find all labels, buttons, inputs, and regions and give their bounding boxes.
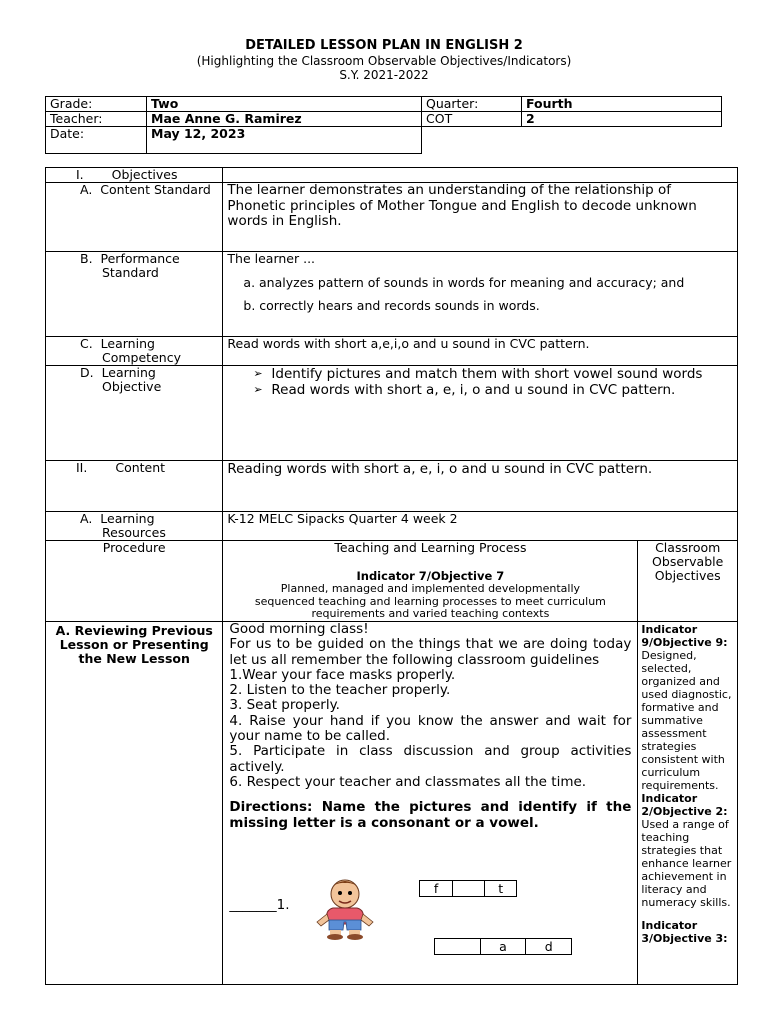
document-title: DETAILED LESSON PLAN IN ENGLISH 2 [245, 38, 523, 53]
step-a-label: A. Reviewing Previous Lesson or Presenting the New Lesson [46, 622, 223, 985]
grade-value: Two [147, 97, 422, 112]
indicator-9-title: Indicator 9/Objective 9: [641, 623, 728, 649]
indicator-3-title: Indicator 3/Objective 3: [641, 919, 728, 945]
word-1-boxes: f t [419, 880, 517, 897]
indicator-2-title: Indicator 2/Objective 2: [641, 792, 728, 818]
date-label: Date: [46, 127, 147, 154]
observable-objectives-header: Classroom Observable Objectives [638, 541, 738, 622]
learning-objective-text [223, 366, 738, 461]
school-year: S.Y. 2021-2022 [339, 68, 429, 82]
indicator-9-desc: Designed, selected, organized and used diagnostic, formative and summative assessment strategies consistent with curriculum requirements. [641, 649, 732, 792]
grade-label: Grade: [46, 97, 147, 112]
quarter-label: Quarter: [422, 97, 522, 112]
indicator-2-desc: Used a range of teaching strategies that enhance learner achievement in literacy and numeracy skills. [641, 818, 732, 909]
content-standard-label: A. Content Standard [46, 183, 223, 252]
learning-resources-label: A. Learning Resources [46, 512, 223, 541]
greeting: Good morning class! [229, 621, 369, 637]
rule-item: 5. Participate in class discussion and group activities actively. [229, 743, 632, 775]
teacher-label: Teacher: [46, 112, 147, 127]
cot-value: 2 [522, 112, 722, 127]
learning-competency-text: Read words with short a,e,i,o and u sound in CVC pattern. [223, 337, 738, 366]
step-a-content [223, 622, 638, 985]
indicator-7-desc: Planned, managed and implemented developmentally sequenced teaching and learning processes to meet curriculum requirements and varied teaching contexts [254, 582, 606, 620]
performance-standard-label: B. Performance Standard [46, 252, 223, 337]
teacher-value: Mae Anne G. Ramirez [147, 112, 422, 127]
observable-objectives-list [638, 622, 738, 985]
learning-competency-label: C. Learning Competency [46, 337, 223, 366]
objective-item: ➢ Read words with short a, e, i, o and u sound in CVC pattern. [253, 382, 733, 398]
info-table [45, 96, 722, 154]
content-heading: II. Content [46, 461, 223, 512]
item-1-blank: _______1. [229, 897, 290, 913]
learning-resources-text: K-12 MELC Sipacks Quarter 4 week 2 [223, 512, 738, 541]
directions: Directions: Name the pictures and identify if the missing letter is a consonant or a vowel. [229, 799, 632, 832]
rule-item: 3. Seat properly. [229, 697, 340, 714]
performance-standard-text: The learner ... a. analyzes pattern of sounds in words for meaning and accuracy; and b. correctly hears and records sounds in words. [223, 252, 738, 337]
teaching-process-header: Teaching and Learning Process Indicator 7/Objective 7 Planned, managed and implemented developmentally sequenced teaching and learning processes to meet curriculum requirements and varied teaching contexts [223, 541, 638, 622]
rule-item: 4. Raise your hand if you know the answer and wait for your name to be called. [229, 712, 632, 745]
quarter-value: Fourth [522, 97, 722, 112]
rule-item: 1.Wear your face masks properly. [229, 666, 456, 683]
indicator-7-title: Indicator 7/Objective 7 [356, 569, 505, 583]
boy-picture [311, 874, 379, 940]
objective-item: ➢ Identify pictures and match them with short vowel sound words [253, 366, 733, 382]
word-2-boxes: a d [434, 938, 572, 955]
lesson-plan-table [45, 167, 738, 985]
cot-label: COT [422, 112, 522, 127]
rule-item: 2. Listen to the teacher properly. [229, 682, 451, 699]
document-subtitle: (Highlighting the Classroom Observable Objectives/Indicators) [196, 54, 572, 68]
content-standard-text: The learner demonstrates an understanding of the relationship of Phonetic principles of Mother Tongue and English to decode unknown words in English. [223, 183, 738, 252]
content-text: Reading words with short a, e, i, o and u sound in CVC pattern. [223, 461, 738, 512]
date-value: May 12, 2023 [147, 127, 422, 154]
objectives-heading: I. Objectives [46, 168, 223, 183]
rule-item: 6. Respect your teacher and classmates all the time. [229, 773, 587, 790]
procedure-header: Procedure [46, 541, 223, 622]
guidelines-intro: For us to be guided on the things that we are doing today let us all remember the following classroom guidelines [229, 636, 632, 668]
learning-objective-label: D. Learning Objective [46, 366, 223, 461]
